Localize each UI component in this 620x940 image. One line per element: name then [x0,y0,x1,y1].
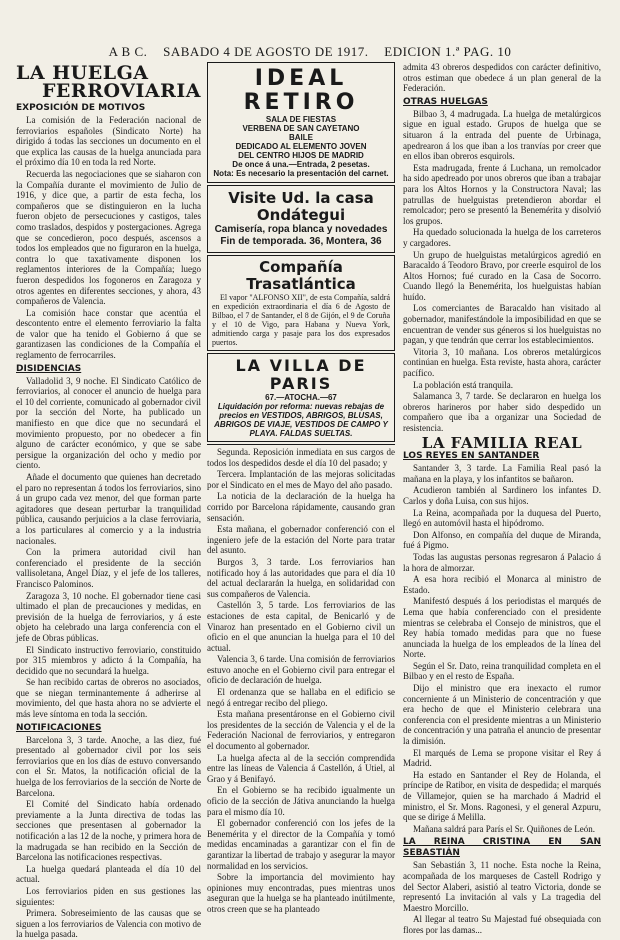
article-paragraph: Los comerciantes de Baracaldo han visitado al gobernador, manifestándole la imposibilidad en que se encuentran de vender sus géneros si los huelguistas no pagan, y que tendrán que cerrar los establecimientos. [403,303,601,346]
advert-title: Compañía Trasatlántica [246,258,356,293]
advert-villa-de-paris [207,353,395,442]
article-paragraph: El ordenanza que se hallaba en el edificio se negó á entregar recibo del pliego. [207,687,395,708]
article-paragraph: Salamanca 3, 7 tarde. Se declararon en huelga los obreros harineros por haber sido despedido un compañero que iba a organizar una Sociedad de resistencia. [403,391,601,433]
page-header [10,44,610,60]
article-paragraph: admita 43 obreros despedidos con carácter definitivo, otros estiman que obedece á un plan general de la Federación. [403,62,601,94]
section-title: LA FAMILIA REAL [421,433,583,452]
article-paragraph: Castellón 3, 5 tarde. Los ferroviarios de las estaciones de esta capital, de Benicarló y de Vinaroz han presentado en el Gobierno civil un oficio en el que anuncian la huelga para el 10 del actual. [207,600,395,653]
article-paragraph: Mañana saldrá para París el Sr. Quiñones de León. [413,823,595,834]
article-paragraph: Zaragoza 3, 10 noche. El gobernador tiene casi ultimado el plan de precauciones y medidas, en previsión de la huelga de ferroviarios, y á este objeto ha celebrado una larga conferencia con el jefe de Obras públicas. [16,590,201,643]
edition-page: EDICION 1.ª PAG. 10 [384,44,512,59]
article-paragraph: Barcelona 3, 3 tarde. Anoche, a las diez, fué presentado al gobernador civil por los seis ferroviarios que en los días de estuvo conversando con el Sr. Matos, la notificación oficial de la huelga de los ferroviarios de la sección de Norte de Barcelona. [16,734,201,798]
advert-address: 67.—ATOCHA.—67 [265,393,337,402]
column-right [403,62,601,935]
article-paragraph: La comisión hace constar que acentúa el descontento entre el elemento ferroviario la falta de valor que ha tenido el Gobierno á que se garantizasen las condiciones de la Compañía el reglamento de ferrocarriles. [16,307,201,361]
article-paragraph: Primera. Sobreseimiento de las causas que se siguen a los ferroviarios de Valencia con motivo de la huelga pasada. [16,908,201,940]
article-paragraph: Con la primera autoridad civil han conferenciado el presidente de la sección vallisoletana, Angel Díaz, y el jefe de los talleres, Francisco Palominos. [16,547,201,589]
article-paragraph: Dijo el ministro que era inexacto el rumor concerniente á un Ministerio de concentración y que era hecho de que el Ministerio celebrara una conferencia con el presidente mientras a un Ministerio de concentración y una patraña el anuncio de presentar la dimisión. [403,683,601,747]
article-paragraph: La población está tranquila. [413,379,513,390]
advert-line: VERBENA DE SAN CAYETANO [242,124,360,133]
article-paragraph: La Reina, acompañada por la duquesa del Puerto, llegó en automóvil hasta el hipódromo. [403,507,601,529]
article-paragraph: Manifestó después á los periodistas el marqués de Lema que había conferenciado con el presidente mientras se celebraba el Consejo de ministros, que el Rey había tomado medidas para que no fuese anunciada la huelga de los empleados de la línea del Norte. [403,596,601,660]
article-paragraph: Al llegar al teatro Su Majestad fué obsequiada con flores por las damas... [403,914,601,935]
newspaper-name: A B C. [108,44,148,59]
article-paragraph: La huelga afecta al de la sección comprendida entre las líneas de Valencia á Castellón, á Utiel, al Grao y á Benifayó. [207,752,395,784]
issue-date: SABADO 4 DE AGOSTO DE 1917. [163,44,369,59]
article-paragraph: Esta mañana, el gobernador conferenció con el ingeniero jefe de la estación del Norte para tratar del asunto. [207,524,395,556]
advert-ondategui [207,185,395,253]
article-paragraph: En el Gobierno se ha recibido igualmente un oficio de la sección de Játiva anunciando la huelga para el mismo día 10. [207,785,395,817]
article-paragraph: Valencia 3, 6 tarde. Una comisión de ferroviarios estuvo anoche en el Gobierno civil para entregar el oficio de declaración de huelga. [207,654,395,686]
article-paragraph: El Sindicato instructivo ferroviario, constituido por 315 miembros y adicto á la Compañía, ha decidido que no secundará la huelga. [16,644,201,676]
advert-line: DEL CENTRO HIJOS DE MADRID [238,151,364,160]
article-paragraph: Don Alfonso, en compañía del duque de Miranda, fué á Pigmo. [403,529,601,551]
section-heading: EXPOSICIÓN DE MOTIVOS [16,103,146,113]
article-paragraph: Los ferroviarios piden en sus gestiones las siguientes: [16,885,201,907]
section-heading: LA REINA CRISTINA EN SAN SEBASTIÁN [403,837,601,859]
article-paragraph: Segunda. Reposición inmediata en sus cargos de todos los despedidos desde el día 10 del pasado; y [207,447,395,468]
article-paragraph: Ha quedado solucionada la huelga de los carreteros y cargadores. [403,227,601,248]
column-middle [207,62,395,914]
headline-line-1: LA HUELGA [16,62,149,84]
article-paragraph: La comisión de la Federación nacional de ferroviarios españoles (Sindicato Norte) ha dirigido á todas las secciones un documento en el que explica las causas de la huelga anunciada para el próximo día 10 en toda la red Norte. [16,115,201,168]
article-paragraph: Ha estado en Santander el Rey de Holanda, el príncipe de Ratibor, en visita de despedida; el marqués de Villamejor, quien se ha marchado á Madrid el ministro, el Sr. Mons. Ragonesi, y el general Azpuru, que se dirige á Melilla. [403,769,601,823]
headline-line-2: FERROVIARIA [41,80,201,102]
article-paragraph: Sobre la importancia del movimiento hay opiniones muy encontradas, pues mientras unos aseguran que la huelga se ha planteado inútilmente, otros creen que se ha planteado [207,872,395,914]
advert-line: De once á una.—Entrada, 2 pesetas. [232,160,370,169]
article-paragraph: Tercera. Implantación de las mejoras solicitadas por el Sindicato en el mes de Mayo del año pasado. [207,469,395,490]
section-heading: LOS REYES EN SANTANDER [403,451,540,462]
article-paragraph: Todas las augustas personas regresaron á Palacio á la hora de almorzar. [403,551,601,573]
advert-line: Nota: Es necesario la presentación del carnet. [213,169,389,178]
article-paragraph: Acudieron también al Sardinero los infantes D. Carlos y doña Luisa, con sus hijos. [403,485,601,506]
article-paragraph: Un grupo de huelguistas metalúrgicos agredió en Baracaldo á Teodoro Bravo, por creerle esquirol de los Altos Hornos; fué curado en la Casa de Socorro. Cuando llegó la Benemérita, los huelguistas habían huído. [403,249,601,302]
advert-text: Liquidación por reforma: nuevas rebajas de precios en VESTIDOS, ABRIGOS, BLUSAS, ABRIGOS DE VIAJE, VESTIDOS DE CAMPO Y PLAYA. FALDAS SUELTAS. [214,402,388,438]
article-paragraph: Esta madrugada, frente á Luchana, un remolcador ha sido apedreado por unos obreros que iban a trabajar para los Altos Hornos y la Constructora Naval; las patrullas de huelguistas pretendieron abordar el remolcador; pero se presentó la Benemérita y disolvió los grupos. [403,162,601,226]
article-paragraph: Se han recibido cartas de obreros no asociados, que se niegan terminantemente á adherirse al movimiento, del que hasta ahora no se advierte el más leve síntoma en toda la sección. [16,677,201,720]
article-paragraph: El gobernador conferenció con los jefes de la Benemérita y el director de la Compañía y tomó medidas encaminadas a garantizar con el fin de garantizar la libertad de trabajo y asegurar la mayor normalidad en los servicios. [207,818,395,871]
advert-title: IDEAL RETIRO [243,66,359,115]
section-heading: NOTIFICACIONES [16,722,102,733]
article-paragraph: Según el Sr. Dato, reina tranquilidad completa en el Bilbao y en el resto de España. [403,660,601,682]
article-paragraph: La noticia de la declaración de la huelga ha corrido por Barcelona rápidamente, causando gran sensación. [207,491,395,523]
advert-title: Visite Ud. la casa Ondátegui [228,189,374,224]
article-paragraph: Bilbao 3, 4 madrugada. La huelga de metalúrgicos sigue en igual estado. Grupos de huelga que se situaron á la entrada del puente de Urbinaga, apedrearon á los que iban a los tranvías por creer que en ellos iban obreros esquirols. [403,108,601,162]
article-paragraph: El marqués de Lema se propone visitar el Rey á Madrid. [403,747,601,769]
column-left [16,62,201,940]
advert-line: BAILE [289,133,313,142]
article-paragraph: San Sebastián 3, 11 noche. Esta noche la Reina, acompañada de los marqueses de Castell Rodrigo y del Sector Alaberi, asistió al teatro Victoria, donde se representó La invitación al vals y La tragedia del Maestro Morcillo. [403,860,601,913]
advert-line: Fin de temporada. 36, Montera, 36 [220,236,382,247]
advert-line: SALA DE FIESTAS [265,115,337,124]
advert-text: El vapor "ALFONSO XII", de esta Compañía, saldrá en expedición extraordinaria el día 6 de Agosto de Bilbao, el 7 de Santander, el 8 de Gijón, el 9 de Coruña y el 10 de Vigo, para Habana y Nueva York, admitiendo carga y pasaje para los dos expresados puertos. [212,293,390,347]
section-heading: OTRAS HUELGAS [403,96,488,107]
article-paragraph: Recuerda las negociaciones que se siaharon con la Compañía durante el movimiento de Julio de 1916, y dice que, a partir de esta fecha, los compañeros que se distinguieron en la lucha fueron objeto de persecuciones y castigos, tales como traslados, despidos y postergaciones. Agrega que se concedieron, poco después, ascensos a todos los empleados que no figuraron en la huelga, contra lo que taxativamente disponen los reglamentos interiores de la Compañía; luego fueron despedidos los fogoneros en Zaragoza y otros agentes en diferentes secciones, y ahora, 43 compañeros de Valencia. [16,168,201,307]
advert-line: DEDICADO AL ELEMENTO JOVEN [235,142,367,151]
advert-trasatlantica [207,255,395,351]
advert-ideal-retiro [207,62,395,183]
article-paragraph: Vitoria 3, 10 mañana. Los obreros metalúrgicos continúan en huelga. Esta reviste, hasta ahora, carácter pacífico. [403,346,601,379]
section-heading: DISIDENCIAS [16,363,82,374]
article-paragraph: Burgos 3, 3 tarde. Los ferroviarios han notificado hoy á las autoridades que para el día 10 del actual declararán la huelga, en solidaridad con sus compañeros de Valencia. [207,556,395,599]
article-paragraph: La huelga quedará planteada el día 10 del actual. [16,863,201,885]
article-paragraph: A esa hora recibió el Monarca al ministro de Estado. [403,574,601,595]
article-paragraph: Esta mañana presentáronse en el Gobierno civil los presidentes de la sección de Valencia y el de la Federación Nacional de ferroviarios, y entregaron el documento al gobernador. [207,709,395,752]
article-paragraph: Valladolid 3, 9 noche. El Sindicato Católico de ferroviarios, al conocer el anuncio de huelga para el 10 del corriente, comunicado al gobernador civil por la sección del Norte, ha publicado un manifiesto en que dice que no secundará el movimiento propuesto, por no obedecer a fin alguno de carácter económico, y que se sabe persigue la organización del ocho y medio por ciento. [16,375,201,471]
advert-line: Camisería, ropa blanca y novedades [214,224,388,235]
headline [16,64,201,100]
article-paragraph: Añade el documento que quienes han decretado el paro no representan á todos los ferroviarios, sino á un grupo cada vez menor, del que forman parte agitadores que desean perturbar la tranquilidad pública, causando perjuicios a la clase ferroviaria, a los particulares al comercio y a la industria nacionales. [16,472,201,546]
advert-title: LA VILLA DE PARIS [235,356,367,393]
article-paragraph: Santander 3, 3 tarde. La Familia Real pasó la mañana en la playa, y los infantitos se bañaron. [403,463,601,484]
article-paragraph: El Comité del Sindicato había ordenado previamente a la Junta directiva de todas las secciones que presentasen al gobernador la notificación a las 12 de la noche, y primera hora de la madrugada se han recibido en la Sección de Barcelona las notificaciones respectivas. [16,799,201,863]
divider [207,444,395,445]
